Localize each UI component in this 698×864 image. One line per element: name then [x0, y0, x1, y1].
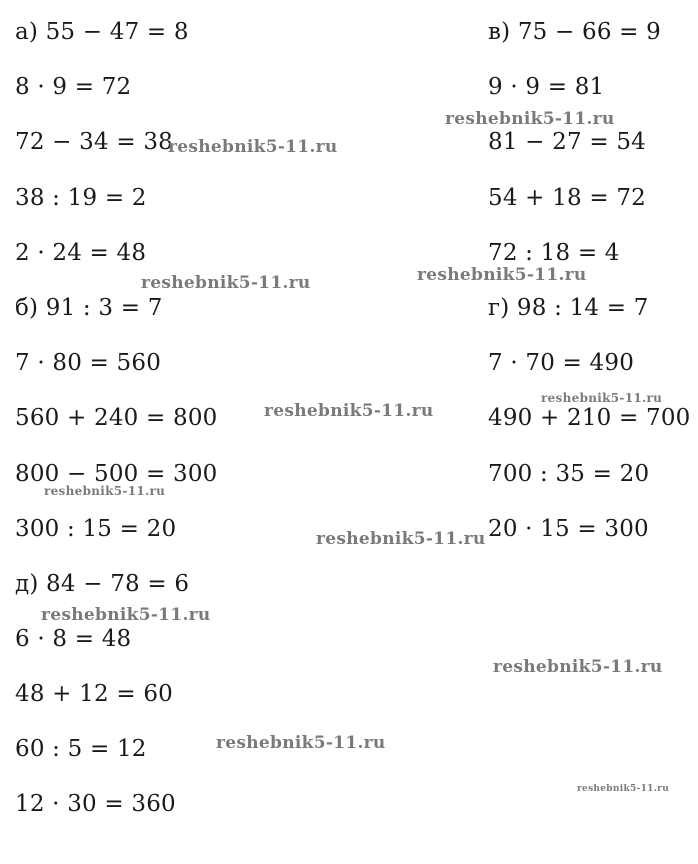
- watermark: reshebnik5-11.ru: [417, 265, 587, 285]
- watermark: reshebnik5-11.ru: [41, 605, 211, 625]
- equation-line: 72 − 34 = 38: [15, 129, 173, 155]
- equation-line: 800 − 500 = 300: [15, 461, 218, 487]
- equation-line: 2 · 24 = 48: [15, 240, 147, 266]
- watermark: reshebnik5-11.ru: [316, 529, 486, 549]
- equation-line: 38 : 19 = 2: [15, 185, 147, 211]
- watermark: reshebnik5-11.ru: [141, 273, 311, 293]
- equation-line: 6 · 8 = 48: [15, 626, 132, 652]
- equation-line: 8 · 9 = 72: [15, 74, 132, 100]
- watermark: reshebnik5-11.ru: [577, 784, 670, 794]
- watermark: reshebnik5-11.ru: [44, 484, 166, 498]
- equation-line: г) 98 : 14 = 7: [488, 295, 649, 321]
- equation-line: 54 + 18 = 72: [488, 185, 646, 211]
- equation-line: 560 + 240 = 800: [15, 405, 218, 431]
- watermark: reshebnik5-11.ru: [493, 657, 663, 677]
- equation-line: 700 : 35 = 20: [488, 461, 650, 487]
- equation-line: 7 · 80 = 560: [15, 350, 162, 376]
- watermark: reshebnik5-11.ru: [445, 109, 615, 129]
- watermark: reshebnik5-11.ru: [216, 733, 386, 753]
- equation-line: 72 : 18 = 4: [488, 240, 620, 266]
- equation-line: б) 91 : 3 = 7: [15, 295, 163, 321]
- equation-line: 48 + 12 = 60: [15, 681, 173, 707]
- watermark: reshebnik5-11.ru: [541, 391, 663, 405]
- equation-line: 9 · 9 = 81: [488, 74, 605, 100]
- watermark: reshebnik5-11.ru: [264, 401, 434, 421]
- equation-line: а) 55 − 47 = 8: [15, 19, 189, 45]
- equation-line: 490 + 210 = 700: [488, 405, 691, 431]
- equation-line: 300 : 15 = 20: [15, 516, 177, 542]
- equation-line: 20 · 15 = 300: [488, 516, 649, 542]
- equation-line: в) 75 − 66 = 9: [488, 19, 661, 45]
- equation-line: д) 84 − 78 = 6: [15, 571, 190, 597]
- equation-line: 7 · 70 = 490: [488, 350, 635, 376]
- equation-line: 60 : 5 = 12: [15, 736, 147, 762]
- watermark: reshebnik5-11.ru: [168, 137, 338, 157]
- equation-line: 81 − 27 = 54: [488, 129, 646, 155]
- equation-line: 12 · 30 = 360: [15, 791, 176, 817]
